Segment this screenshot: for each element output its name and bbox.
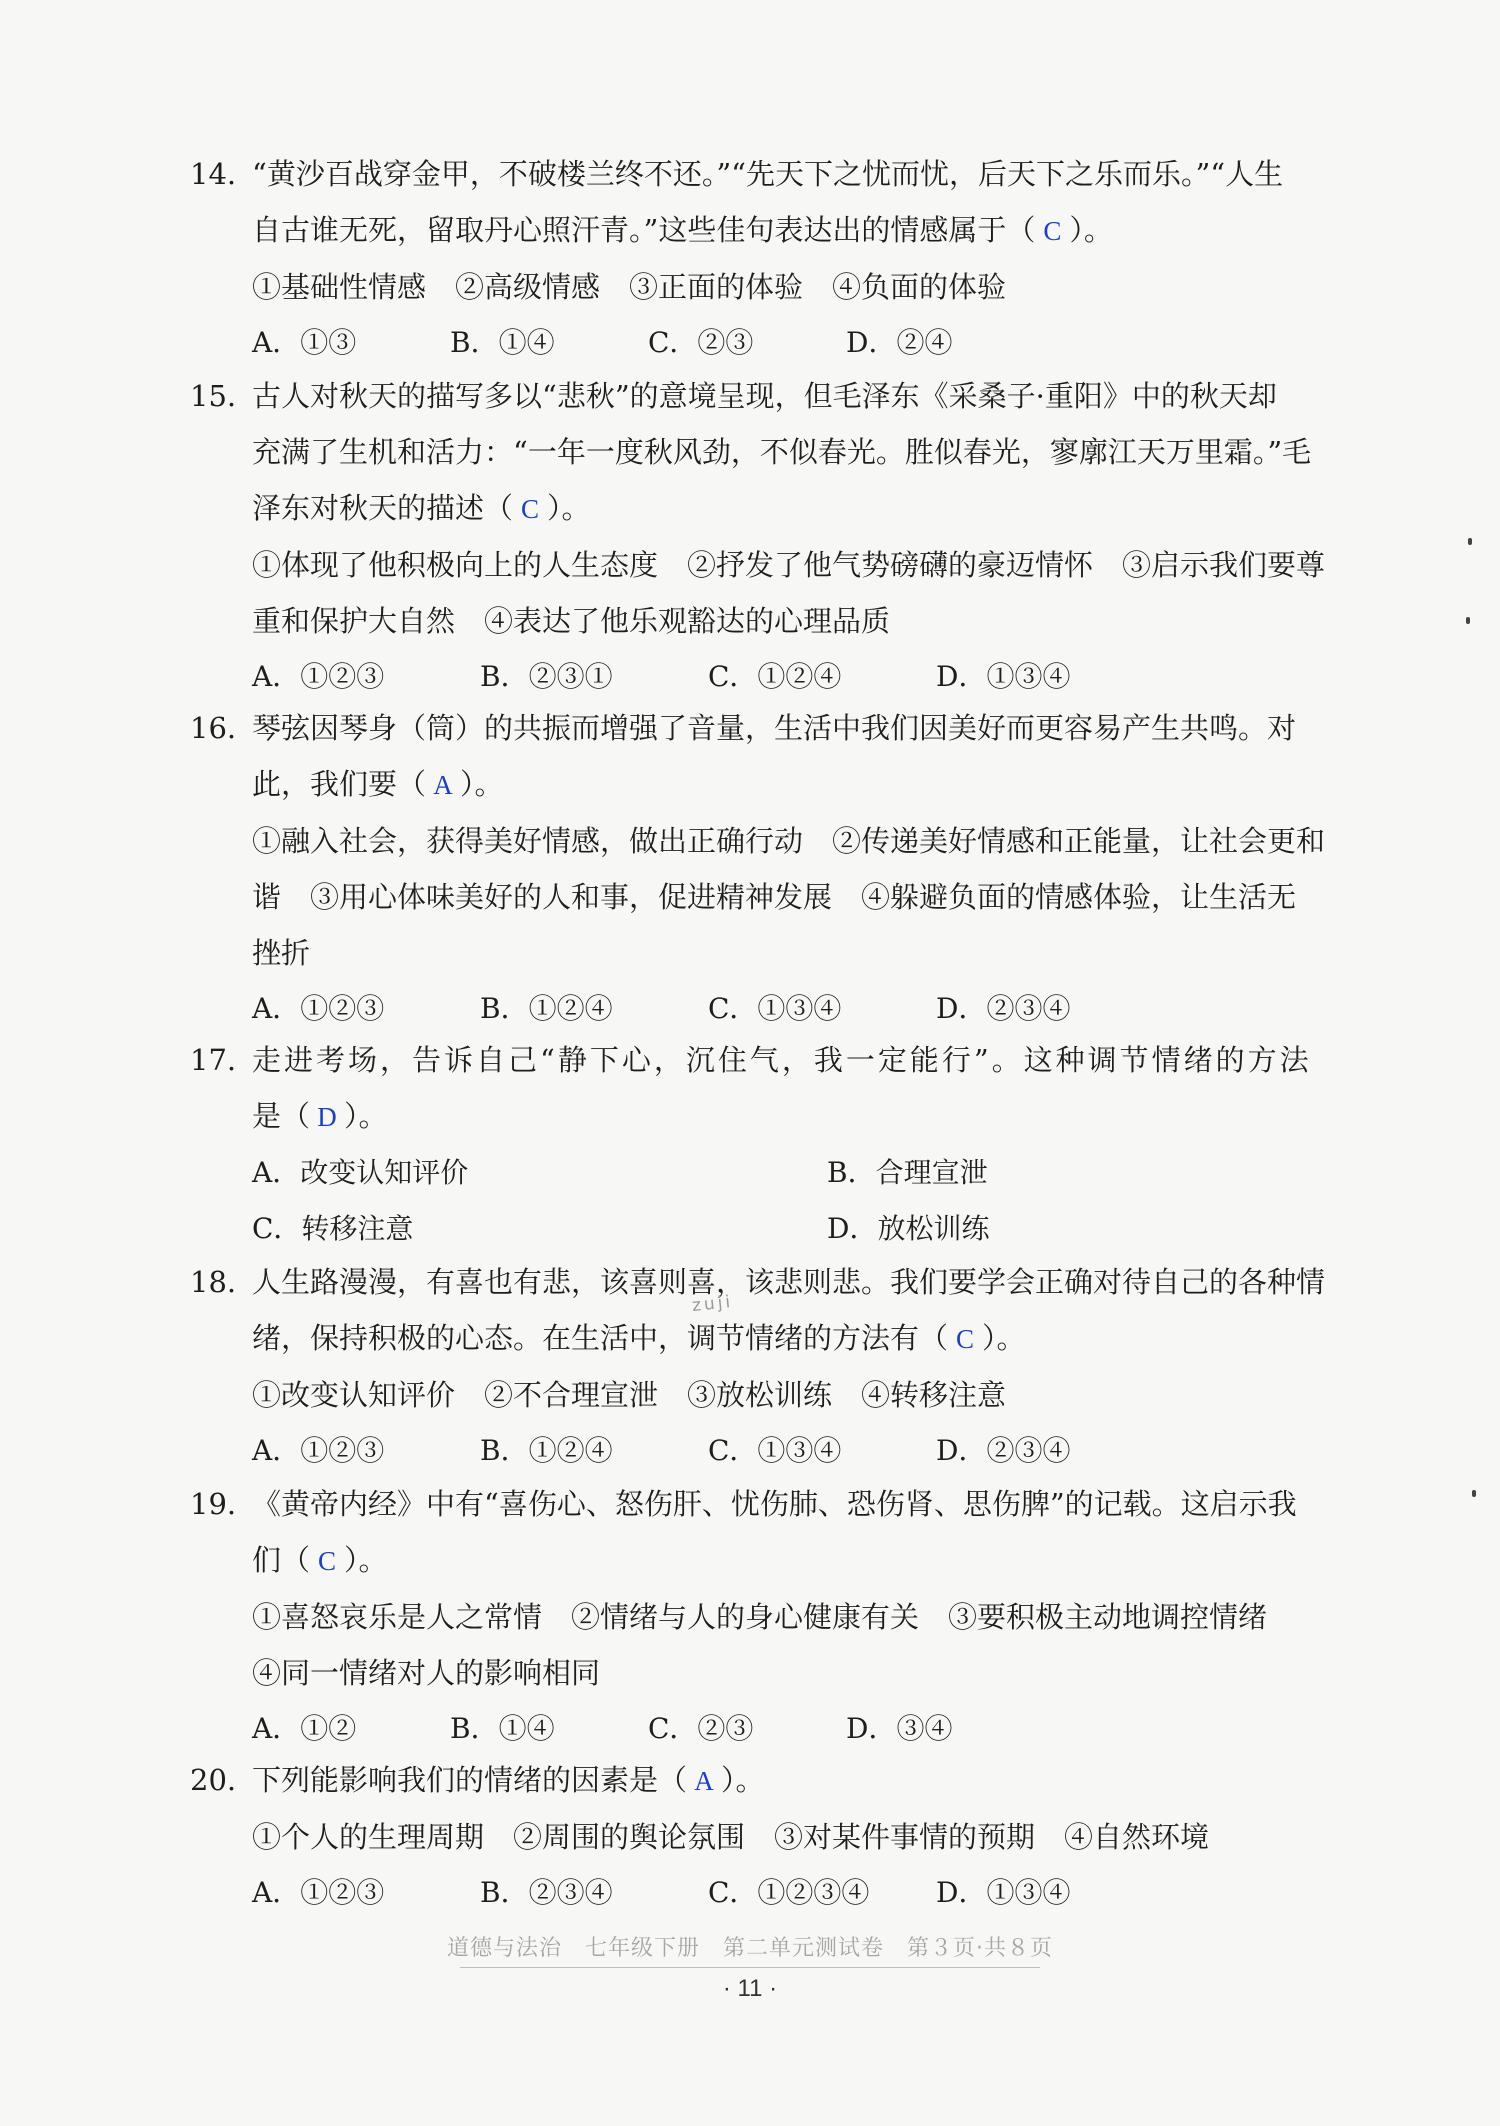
choice-a: A．①②③ — [252, 992, 385, 1025]
question-17 — [190, 1032, 1385, 1257]
question-20 — [190, 1752, 1385, 1921]
choice-b: B．①④ — [450, 326, 555, 359]
choice-b: B．①④ — [450, 1712, 555, 1745]
choice-list — [190, 649, 1385, 705]
question-number: 19. — [190, 1487, 237, 1521]
choice-d: D．②③④ — [936, 992, 1071, 1025]
choice-c: C．②③ — [648, 326, 754, 359]
question-number: 15. — [190, 379, 237, 413]
margin-speck — [1468, 538, 1472, 545]
choice-c: C．①②④ — [708, 660, 842, 693]
choice-list — [190, 981, 1385, 1037]
question-number: 17. — [190, 1043, 237, 1077]
margin-speck — [1472, 1490, 1476, 1497]
question-number: 16. — [190, 711, 237, 745]
choice-list — [190, 315, 1385, 371]
page-number: · 11 · — [722, 1975, 778, 2002]
answer-mark: D — [317, 1102, 337, 1132]
answer-mark: C — [521, 494, 540, 524]
choice-d: D．②④ — [846, 326, 953, 359]
choice-b: B．①②④ — [480, 1434, 613, 1467]
statement-line: ①体现了他积极向上的人生态度 ②抒发了他气势磅礴的豪迈情怀 ③启示我们要尊 — [252, 548, 1326, 582]
answer-mark: A — [433, 770, 453, 800]
question-stem-line: 泽东对秋天的描述（ C ）。 — [190, 480, 1385, 537]
question-number: 18. — [190, 1265, 237, 1299]
question-stem-line: 18. 人生路漫漫，有喜也有悲，该喜则喜，该悲则悲。我们要学会正确对待自己的各种情 — [190, 1254, 1385, 1310]
question-stem-line: 充满了生机和活力：“一年一度秋风劲，不似春光。胜似春光，寥廓江天万里霜。”毛 — [252, 435, 1312, 469]
question-stem-line: 们（ C ）。 — [190, 1532, 1385, 1589]
statement-line: ①改变认知评价 ②不合理宣泄 ③放松训练 ④转移注意 — [252, 1378, 1007, 1412]
question-stem-line: 15. 古人对秋天的描写多以“悲秋”的意境呈现，但毛泽东《采桑子·重阳》中的秋天却 — [190, 368, 1385, 424]
choice-a: A．①② — [252, 1712, 357, 1745]
statement-line: ①个人的生理周期 ②周围的舆论氛围 ③对某件事情的预期 ④自然环境 — [252, 1820, 1210, 1854]
footer-divider — [460, 1967, 1040, 1968]
answer-mark: C — [318, 1546, 337, 1576]
choice-c: C．转移注意 — [252, 1212, 414, 1245]
question-stem-line: 绪，保持积极的心态。在生活中，调节情绪的方法有（ C ）。 — [190, 1310, 1385, 1367]
choice-c: C．①③④ — [708, 992, 842, 1025]
question-stem-line: 19. 《黄帝内经》中有“喜伤心、怒伤肝、忧伤肺、恐伤肾、思伤脾”的记载。这启示我 — [190, 1476, 1385, 1532]
answer-mark: C — [1043, 216, 1062, 246]
choice-list — [190, 1865, 1385, 1921]
question-16 — [190, 700, 1385, 1037]
choice-c: C．①③④ — [708, 1434, 842, 1467]
question-15 — [190, 368, 1385, 705]
choice-list — [190, 1423, 1385, 1479]
choice-a: A．①②③ — [252, 1876, 385, 1909]
question-18 — [190, 1254, 1385, 1479]
choice-d: D．①③④ — [936, 660, 1071, 693]
answer-mark: C — [956, 1324, 975, 1354]
choice-a: A．①②③ — [252, 1434, 385, 1467]
choice-d: D．③④ — [846, 1712, 953, 1745]
choice-a: A．①②③ — [252, 660, 385, 693]
question-stem-line: 16. 琴弦因琴身（筒）的共振而增强了音量，生活中我们因美好而更容易产生共鸣。对 — [190, 700, 1385, 756]
choice-list — [190, 1145, 1385, 1201]
question-stem-line: 17. 走进考场，告诉自己“静下心，沉住气，我一定能行”。这种调节情绪的方法 — [190, 1032, 1385, 1088]
answer-mark: A — [694, 1766, 714, 1796]
question-stem-line: 20. 下列能影响我们的情绪的因素是（ A ）。 — [190, 1752, 1385, 1809]
choice-c: C．①②③④ — [708, 1876, 870, 1909]
choice-list — [190, 1201, 1385, 1257]
choice-b: B．①②④ — [480, 992, 613, 1025]
choice-c: C．②③ — [648, 1712, 754, 1745]
statement-line: ①喜怒哀乐是人之常情 ②情绪与人的身心健康有关 ③要积极主动地调控情绪 — [252, 1600, 1268, 1634]
margin-speck — [1466, 617, 1470, 624]
question-number: 14. — [190, 157, 237, 191]
statement-line: 重和保护大自然 ④表达了他乐观豁达的心理品质 — [252, 604, 891, 638]
choice-b: B．②③④ — [480, 1876, 613, 1909]
choice-a: A．改变认知评价 — [252, 1156, 469, 1189]
statement-line: 挫折 — [252, 936, 311, 970]
choice-a: A．①③ — [252, 326, 357, 359]
statement-line: ④同一情绪对人的影响相同 — [252, 1656, 601, 1690]
choice-d: D．②③④ — [936, 1434, 1071, 1467]
statement-line: ①融入社会，获得美好情感，做出正确行动 ②传递美好情感和正能量，让社会更和 — [252, 824, 1326, 858]
question-stem-line: 是（ D ）。 — [190, 1088, 1385, 1145]
statement-line: 谐 ③用心体味美好的人和事，促进精神发展 ④躲避负面的情感体验，让生活无 — [252, 880, 1297, 914]
choice-list — [190, 1701, 1385, 1757]
footer-title: 道德与法治 七年级下册 第二单元测试卷 第３页·共８页 — [447, 1936, 1053, 1961]
choice-d: D．①③④ — [936, 1876, 1071, 1909]
question-stem-line: 自古谁无死，留取丹心照汗青。”这些佳句表达出的情感属于（ C ）。 — [190, 202, 1385, 259]
question-stem-line: 14. “黄沙百战穿金甲，不破楼兰终不还。”“先天下之忧而忧，后天下之乐而乐。”“人生 — [190, 146, 1385, 202]
question-stem-line: 此，我们要（ A ）。 — [190, 756, 1385, 813]
question-19 — [190, 1476, 1385, 1757]
choice-b: B．②③① — [480, 660, 613, 693]
question-number: 20. — [190, 1763, 237, 1797]
statement-line: ①基础性情感 ②高级情感 ③正面的体验 ④负面的体验 — [252, 270, 1007, 304]
question-14 — [190, 146, 1385, 371]
choice-d: D．放松训练 — [827, 1212, 990, 1245]
choice-b: B．合理宣泄 — [827, 1156, 988, 1189]
handwritten-note: zuji — [691, 1291, 735, 1317]
